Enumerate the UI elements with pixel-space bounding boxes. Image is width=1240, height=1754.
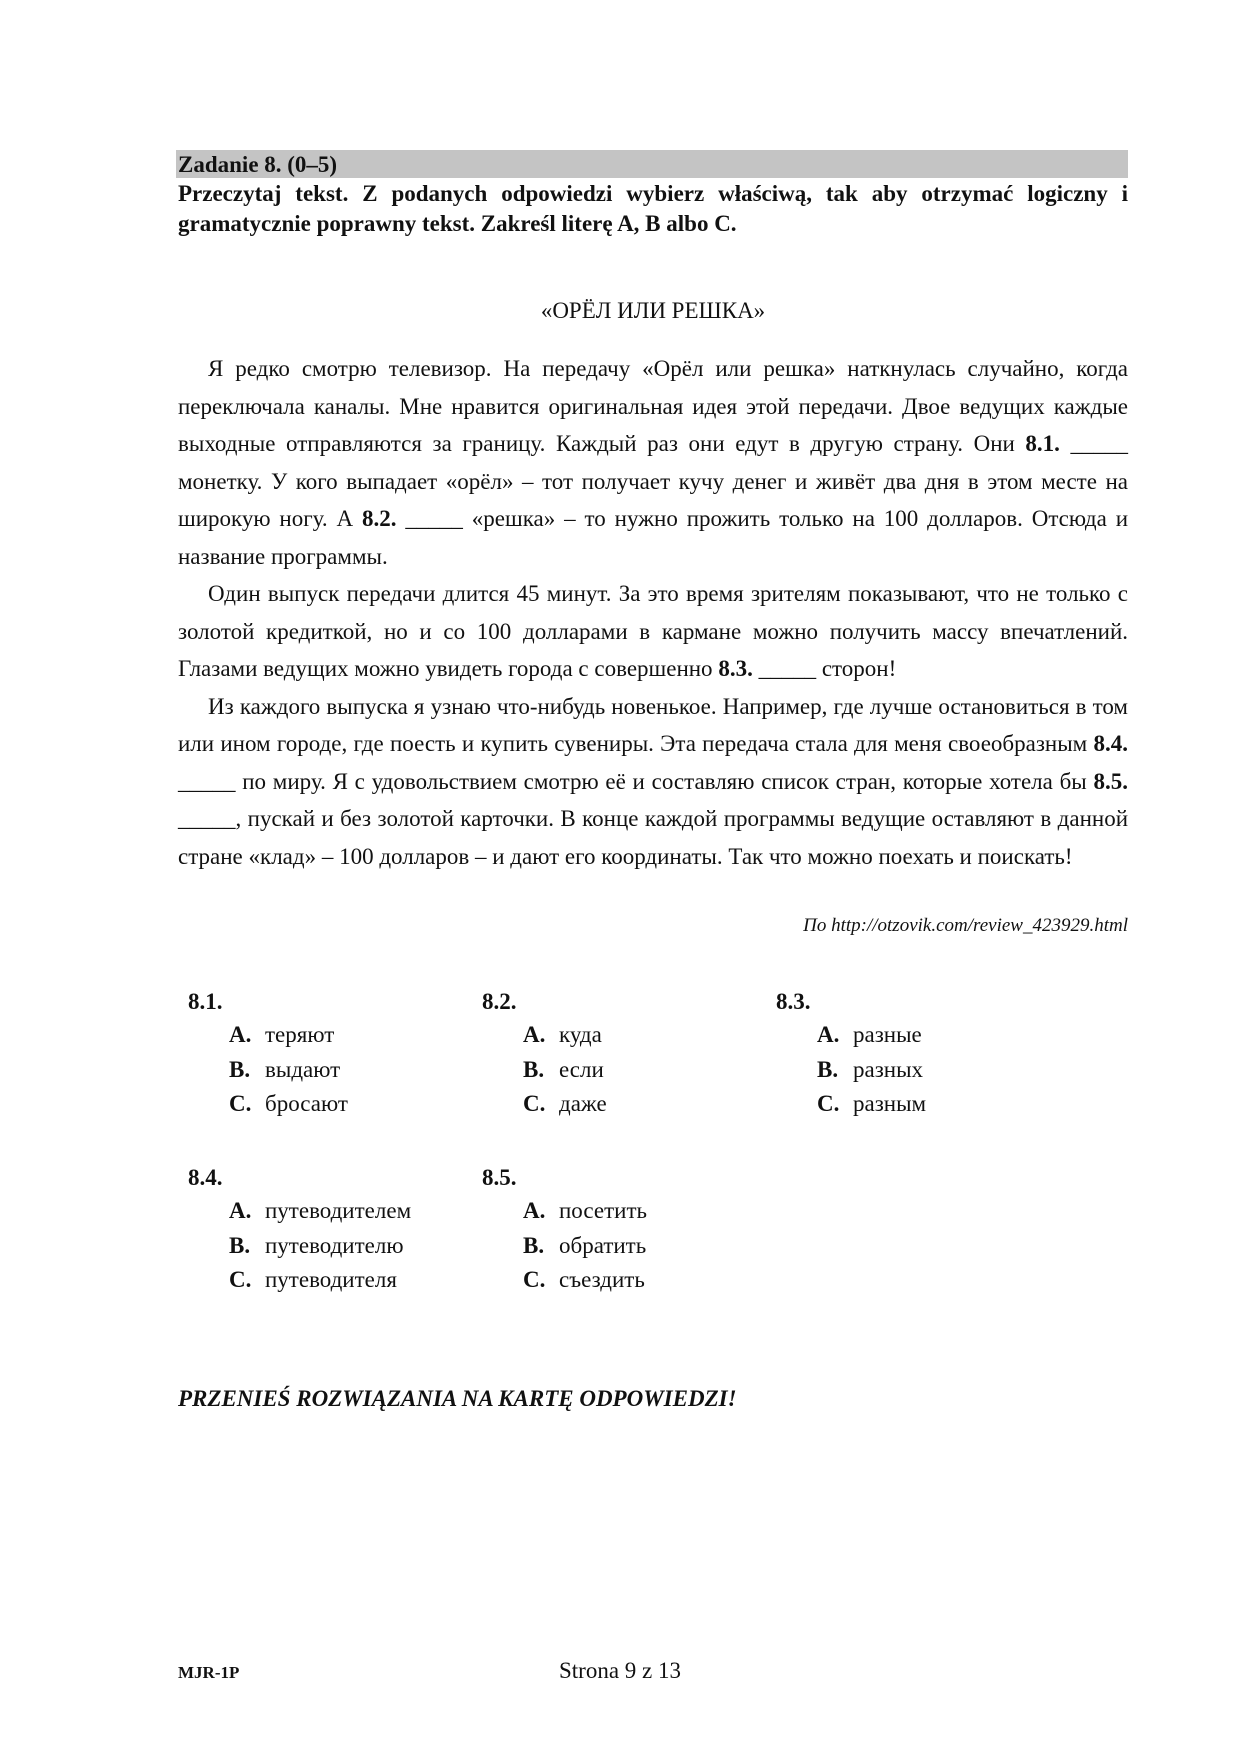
option-letter: C. <box>229 1267 252 1292</box>
option-letter: A. <box>817 1022 840 1047</box>
option-c[interactable] <box>229 1263 456 1298</box>
option-a[interactable] <box>817 1018 1044 1053</box>
paragraph-text: _____ сторон! <box>752 656 897 681</box>
option-b[interactable] <box>229 1053 456 1088</box>
paragraph-text: Я редко смотрю телевизор. На передачу «Орёл или решка» наткнулась случайно, когда переключала каналы. Мне нравится оригинальная идея этой передачи. Двое ведущих каждые выходные отправляются за границу. Каждый раз они едут в другую страну. Они <box>178 356 1128 456</box>
option-letter: C. <box>229 1091 252 1116</box>
option-text: теряют <box>265 1022 335 1047</box>
question-number: 8.2. <box>482 989 517 1014</box>
option-c[interactable] <box>523 1263 750 1298</box>
gap-marker-8-4: 8.4. <box>1093 731 1128 756</box>
option-letter: A. <box>229 1198 252 1223</box>
option-b[interactable] <box>523 1229 750 1264</box>
option-letter: C. <box>523 1091 546 1116</box>
question-number: 8.3. <box>776 989 811 1014</box>
option-text: съездить <box>559 1267 645 1292</box>
paragraph-3 <box>178 688 1128 876</box>
option-text: путеводителю <box>265 1232 404 1258</box>
source-citation: По http://otzovik.com/review_423929.html <box>803 915 1128 936</box>
text-title: «ОРЁЛ ИЛИ РЕШКА» <box>540 298 766 323</box>
option-letter: C. <box>523 1267 546 1292</box>
option-text: путеводителем <box>265 1198 412 1223</box>
option-a[interactable] <box>229 1194 456 1229</box>
question-8-1 <box>176 986 456 1122</box>
option-c[interactable] <box>523 1087 750 1122</box>
option-letter: C. <box>817 1091 840 1116</box>
reading-text <box>178 350 1128 875</box>
task-instruction: Przeczytaj tekst. Z podanych odpowiedzi wybierz właściwą, tak aby otrzymać logiczny i gramatycznie poprawny tekst. Zakreśl literę A, B albo C. <box>178 181 1128 236</box>
task-header: Zadanie 8. (0–5) <box>176 150 1128 178</box>
question-8-5 <box>470 1162 750 1298</box>
option-letter: B. <box>523 1056 545 1082</box>
option-a[interactable] <box>523 1018 750 1053</box>
option-letter: B. <box>523 1232 545 1258</box>
option-letter: A. <box>523 1198 546 1223</box>
option-text: разных <box>853 1056 924 1082</box>
option-letter: B. <box>229 1056 251 1082</box>
paragraph-text: _____, пускай и без золотой карточки. В конце каждой программы ведущие оставляют в данной стране «клад» – 100 долларов – и дают его координаты. Так что можно поехать и поискать! <box>178 806 1128 869</box>
paragraph-text: _____ монетку. У кого выпадает «орёл» – тот получает кучу денег и живёт два дня в этом месте на широкую ногу. А <box>178 431 1129 531</box>
exam-code: MJR-1P <box>178 1663 240 1682</box>
paragraph-text: Из каждого выпуска я узнаю что-нибудь новенькое. Например, где лучше остановиться в том или ином городе, где поесть и купить сувениры. Эта передача стала для меня своеобразным <box>178 693 1128 756</box>
option-letter: A. <box>229 1022 252 1047</box>
paragraph-text: _____ по миру. Я с удовольствием смотрю её и составляю список стран, которые хотела бы <box>178 768 1094 794</box>
option-letter: B. <box>229 1232 251 1258</box>
question-8-2 <box>470 986 750 1122</box>
option-letter: A. <box>523 1022 546 1047</box>
option-text: разные <box>853 1022 922 1047</box>
paragraph-text: Один выпуск передачи длится 45 минут. За это время зрителям показывают, что не только с золотой кредиткой, но и со 100 долларами в кармане можно получить массу впечатлений. Глазами ведущих можно увидеть города с совершенно <box>178 581 1128 681</box>
option-text: выдают <box>265 1056 341 1082</box>
option-text: разным <box>853 1091 927 1116</box>
gap-marker-8-1: 8.1. <box>1025 431 1060 456</box>
paragraph-2 <box>178 575 1128 688</box>
option-c[interactable] <box>229 1087 456 1122</box>
question-number: 8.5. <box>482 1165 517 1190</box>
gap-marker-8-2: 8.2. <box>362 506 397 531</box>
option-a[interactable] <box>229 1018 456 1053</box>
question-number: 8.1. <box>188 989 223 1014</box>
option-c[interactable] <box>817 1087 1044 1122</box>
gap-marker-8-3: 8.3. <box>718 656 753 681</box>
option-b[interactable] <box>817 1053 1044 1088</box>
option-text: бросают <box>265 1091 348 1116</box>
option-text: если <box>559 1056 604 1082</box>
question-8-3 <box>764 986 1044 1122</box>
page-number: Strona 9 z 13 <box>558 1658 681 1683</box>
gap-marker-8-5: 8.5. <box>1093 768 1128 794</box>
option-text: куда <box>559 1022 602 1047</box>
option-text: путеводителя <box>265 1267 397 1292</box>
paragraph-1 <box>178 350 1128 575</box>
option-b[interactable] <box>523 1053 750 1088</box>
option-text: даже <box>559 1091 607 1116</box>
final-instruction: PRZENIEŚ ROZWIĄZANIA NA KARTĘ ODPOWIEDZI! <box>178 1386 737 1411</box>
option-a[interactable] <box>523 1194 750 1229</box>
option-b[interactable] <box>229 1229 456 1264</box>
option-letter: B. <box>817 1056 839 1082</box>
question-number: 8.4. <box>188 1165 223 1190</box>
option-text: обратить <box>559 1232 647 1258</box>
paragraph-text: _____ «решка» – то нужно прожить только на 100 долларов. Отсюда и название программы. <box>178 506 1129 569</box>
option-text: посетить <box>559 1198 647 1223</box>
question-8-4 <box>176 1162 456 1298</box>
